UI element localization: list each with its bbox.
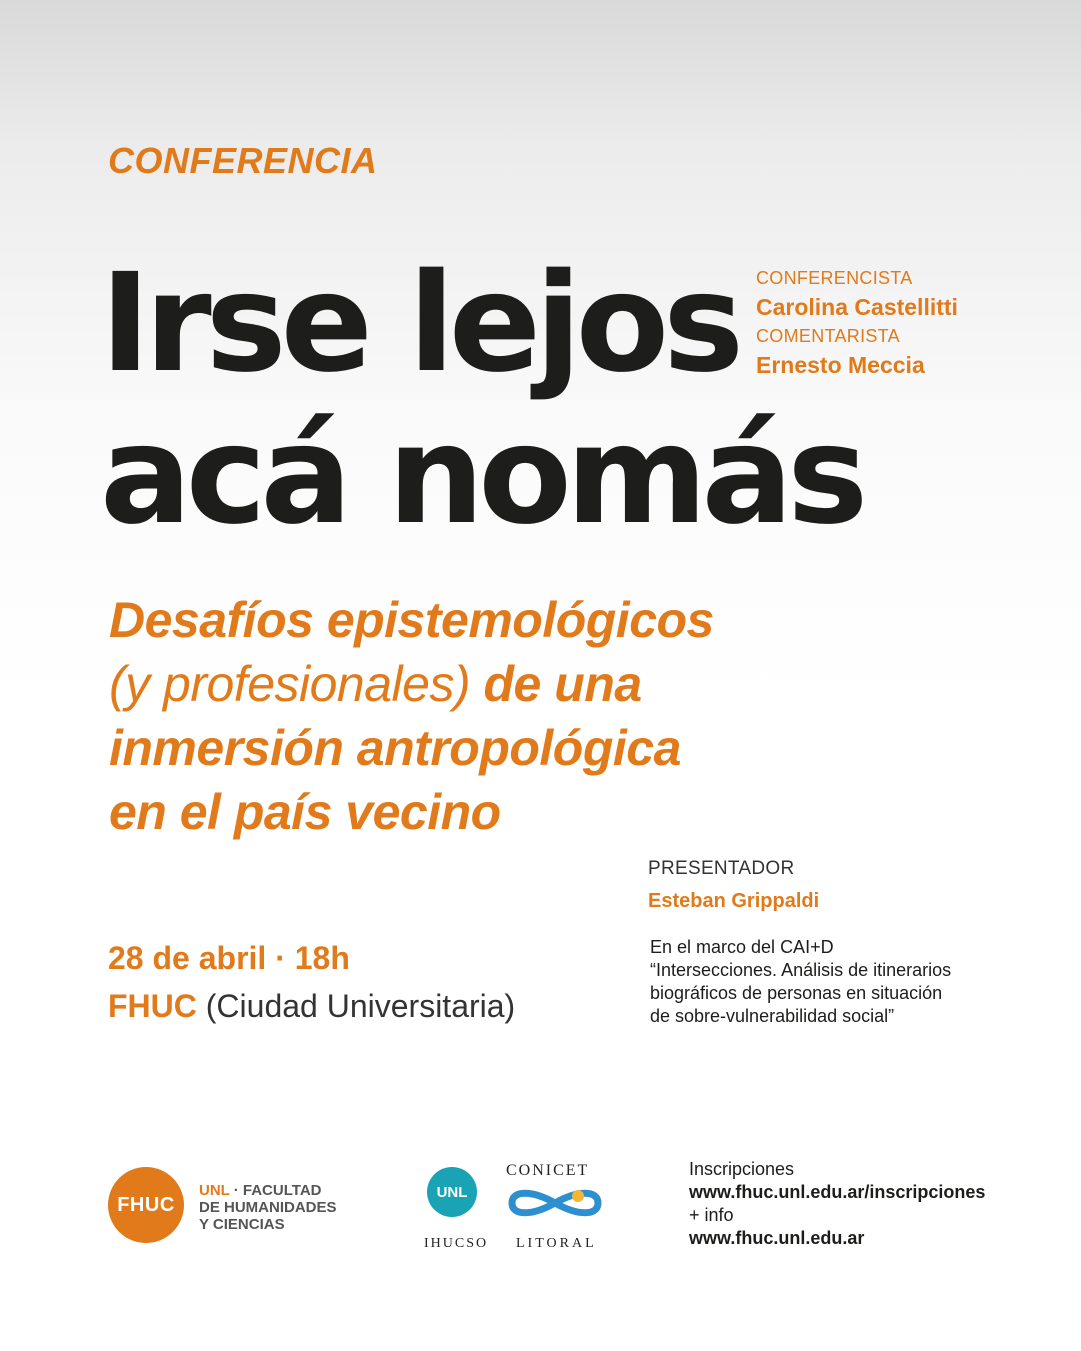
registration-info	[689, 1158, 985, 1250]
speakers-block	[756, 266, 1056, 382]
context-line-2: “Intersecciones. Análisis de itinerarios	[650, 960, 952, 980]
venue-name: FHUC	[108, 988, 197, 1024]
fhuc-text-line-1	[199, 1182, 337, 1199]
context-program: CAI+D	[780, 937, 834, 957]
fhuc-unl-label: UNL	[199, 1182, 230, 1199]
subtitle-bold-part: de una	[470, 656, 642, 712]
subtitle-line-4: en el país vecino	[109, 784, 501, 840]
fhuc-logo-badge: FHUC	[108, 1167, 184, 1243]
ihucso-label: IHUCSO	[424, 1236, 489, 1251]
subtitle-line-2	[109, 652, 829, 716]
fhuc-logo-text	[199, 1182, 337, 1233]
commentator-name: Ernesto Meccia	[756, 352, 925, 378]
fhuc-text-line-3: Y CIENCIAS	[199, 1216, 285, 1233]
speaker-name: Carolina Castellitti	[756, 294, 958, 320]
litoral-label: LITORAL	[516, 1236, 597, 1251]
presenter-role: PRESENTADOR	[648, 858, 795, 879]
title-line-1: Irse lejos	[100, 245, 739, 403]
context-line-4: de sobre-vulnerabilidad social”	[650, 1006, 895, 1026]
info-link[interactable]: www.fhuc.unl.edu.ar	[689, 1228, 865, 1248]
inscripciones-link[interactable]: www.fhuc.unl.edu.ar/inscripciones	[689, 1182, 986, 1202]
venue-detail: (Ciudad Universitaria)	[196, 988, 516, 1024]
context-prefix: En el marco del	[650, 937, 781, 957]
subtitle-light-part: (y profesionales)	[109, 656, 471, 712]
event-type-label: CONFERENCIA	[108, 140, 378, 181]
fhuc-faculty-label: · FACULTAD	[229, 1182, 322, 1199]
unl-logo-badge: UNL	[427, 1167, 477, 1217]
event-title	[100, 245, 863, 555]
presenter-block	[648, 858, 819, 913]
context-line-1	[650, 936, 995, 959]
conicet-infinity-icon	[506, 1184, 604, 1222]
event-date-time: 28 de abril · 18h	[108, 940, 350, 976]
commentator-role: COMENTARISTA	[756, 326, 900, 346]
info-label: + info	[689, 1205, 734, 1225]
event-venue	[108, 988, 515, 1025]
speaker-role: CONFERENCISTA	[756, 268, 913, 288]
fhuc-text-line-2: DE HUMANIDADES	[199, 1199, 337, 1216]
conicet-label: CONICET	[506, 1162, 590, 1179]
subtitle-line-3: inmersión antropológica	[109, 720, 681, 776]
presenter-name: Esteban Grippaldi	[648, 890, 820, 912]
context-line-3: biográficos de personas en situación	[650, 983, 943, 1003]
subtitle-line-1: Desafíos epistemológicos	[109, 592, 714, 648]
program-context	[650, 936, 995, 1028]
event-subtitle	[109, 588, 829, 844]
inscripciones-label: Inscripciones	[689, 1159, 795, 1179]
title-line-2: acá nomás	[100, 397, 863, 555]
